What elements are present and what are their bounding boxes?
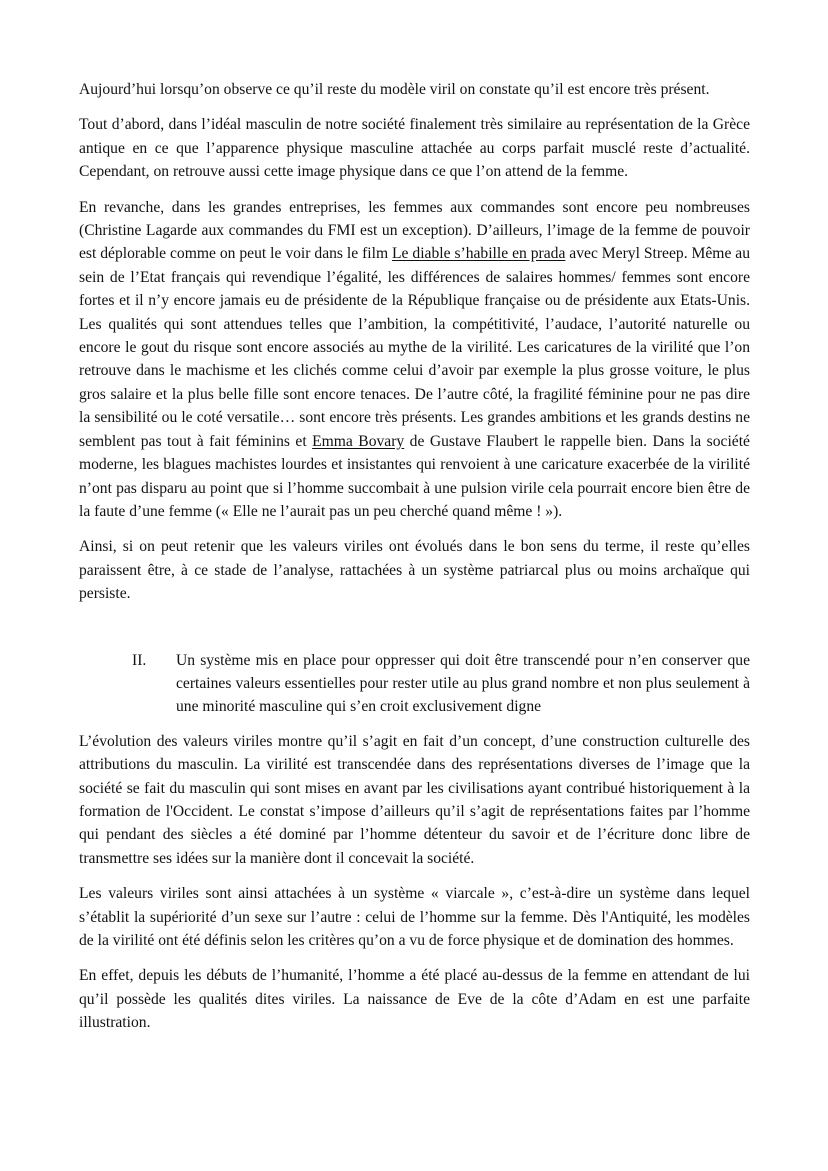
paragraph-women-power	[79, 196, 750, 524]
paragraph-women-power-part-a: En revanche, dans les grandes entreprises, les femmes aux commandes sont encore peu nombreuses (Christine Lagarde aux commandes du FMI est un exception). D’ailleurs, l’image de la femme de pouvoir est déplorable comme on peut le voir dans le film	[79, 198, 750, 263]
paragraph-women-power-part-b: avec Meryl Streep. Même au sein de l’Etat français qui revendique l’égalité, les différences de salaires hommes/ femmes sont encore fortes et il n’y encore jamais eu de présidente de la République française ou de présidente aux Etats-Unis. Les qualités qui sont attendues telles que l’ambition, la compétitivité, l’audace, l’autorité naturelle ou encore le gout du risque sont encore associés au mythe de la virilité. Les caricatures de la virilité que l’on retrouve dans le machisme et les clichés comme celui d’avoir par exemple la plus grosse voiture, le plus gros salaire et la plus belle fille sont encore tenaces. De l’autre côté, la fragilité féminine pour ne pas dire la sensibilité ou le coté versatile… sont encore très présents. Les grandes ambitions et les grands destins ne semblent pas tout à fait féminins et	[79, 245, 751, 450]
paragraph-intro: Aujourd’hui lorsqu’on observe ce qu’il reste du modèle viril on constate qu’il est encore très présent.	[79, 81, 710, 98]
paragraph-viarcal-system: Les valeurs viriles sont ainsi attachées à un système « viarcale », c’est-à-dire un système dans lequel s’établit la supériorité d’un sexe sur l’autre : celui de l’homme sur la femme. Dès l'Antiquité, les modèles de la virilité ont été définis selon les critères qu’on a vu de force physique et de domination des hommes.	[79, 885, 750, 949]
section-spacer	[79, 618, 750, 649]
film-title: Le diable s’habille en prada	[392, 245, 566, 263]
paragraph-eve-adam: En effet, depuis les débuts de l’humanité, l’homme a été placé au-dessus de la femme en attendant de lui qu’il possède les qualités dites viriles. La naissance de Eve de la côte d’Adam en est une parfaite illustration.	[79, 967, 750, 1032]
paragraph-conclusion-part1: Ainsi, si on peut retenir que les valeurs viriles ont évolués dans le bon sens du terme, il reste qu’elles paraissent être, à ce stade de l’analyse, rattachées à un système patriarcal plus ou moins archaïque qui persiste.	[79, 538, 750, 603]
book-character: Emma Bovary	[312, 432, 405, 450]
paragraph-women-power-part-c: de Gustave Flaubert le rappelle bien. Dans la société moderne, les blagues machistes lourdes et insistantes qui renvoient à une caricature exacerbée de la virilité n’ont pas disparu au point que si l’homme succombait à une pulsion virile cela pourrait encore bien être de la faute d’une femme (« Elle ne l’aurait pas un peu cherché quand même ! »).	[79, 432, 750, 520]
section-number: II.	[132, 651, 147, 669]
paragraph-physical-ideal: Tout d’abord, dans l’idéal masculin de notre société finalement très similaire au représentation de la Grèce antique en ce que l’apparence physique masculine attachée au corps parfait musclé reste d’actualité. Cependant, on retrouve aussi cette image physique dans ce que l’on attend de la femme.	[79, 116, 750, 181]
section-title: Un système mis en place pour oppresser qui doit être transcendé pour n’en conserver que certaines valeurs essentielles pour rester utile au plus grand nombre et non plus seulement à une minorité masculine qui s’en croit exclusivement digne	[176, 651, 750, 716]
paragraph-cultural-construction: L’évolution des valeurs viriles montre qu’il s’agit en fait d’un concept, d’une construction culturelle des attributions du masculin. La virilité est transcendée dans des représentations diverses de l’image que la société se fait du masculin qui sont mises en avant par les civilisations ayant contribué historiquement à la formation de l'Occident. Le constat s’impose d’ailleurs qu’il s’agit de représentations faites par l’homme qui pendant des siècles a été dominé par l’homme détenteur du savoir et de l’écriture donc libre de transmettre ses idées sur la manière dont il concevait la société.	[79, 732, 750, 867]
section-heading	[79, 649, 750, 719]
